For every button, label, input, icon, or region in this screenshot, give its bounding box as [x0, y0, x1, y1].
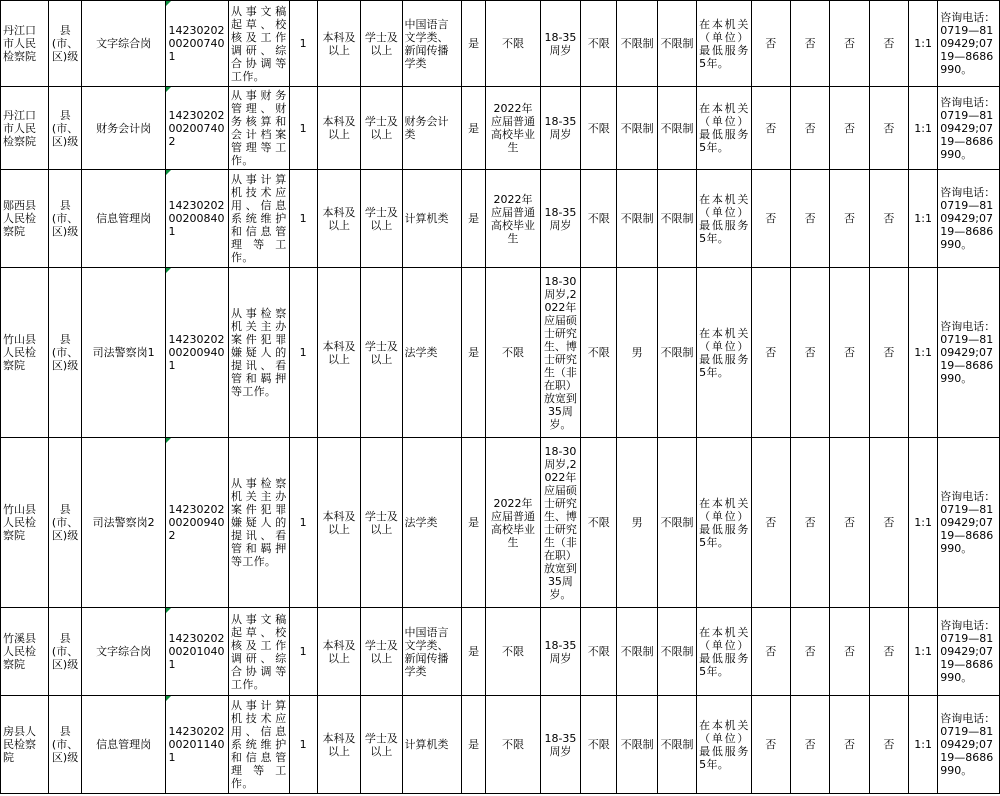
degree-cell: 学士及以上	[361, 87, 402, 170]
exam-cell: 是	[462, 87, 486, 170]
major-cell: 财务会计类	[402, 87, 462, 170]
flag-cell: 否	[830, 696, 869, 794]
level-cell: 县(市、区)级	[49, 608, 81, 696]
position-code-cell: 14230202002008401	[166, 170, 229, 268]
position-code-cell: 14230202002009401	[166, 268, 229, 438]
education-cell: 本科及以上	[317, 87, 360, 170]
degree-cell: 学士及以上	[361, 608, 402, 696]
level-cell: 县(市、区)级	[49, 438, 81, 608]
level-cell: 县(市、区)级	[49, 170, 81, 268]
position-code-cell: 14230202002010401	[166, 608, 229, 696]
political-cell: 不限	[581, 608, 617, 696]
org-cell: 郧西县人民检察院	[1, 170, 49, 268]
degree-cell: 学士及以上	[361, 438, 402, 608]
political-cell: 不限	[581, 1, 617, 87]
position-cell: 文字综合岗	[81, 608, 166, 696]
exam-cell: 是	[462, 170, 486, 268]
service-cell: 在本机关（单位）最低服务5年。	[697, 608, 751, 696]
major-cell: 法学类	[402, 438, 462, 608]
education-cell: 本科及以上	[317, 438, 360, 608]
position-cell: 信息管理岗	[81, 170, 166, 268]
political-cell: 不限	[581, 438, 617, 608]
flag-cell: 否	[830, 87, 869, 170]
flag-cell: 否	[869, 170, 908, 268]
other-cell: 不限制	[657, 1, 696, 87]
flag-cell: 否	[751, 608, 790, 696]
flag-cell: 否	[751, 87, 790, 170]
political-cell: 不限	[581, 268, 617, 438]
service-cell: 在本机关（单位）最低服务5年。	[697, 87, 751, 170]
contact-cell: 咨询电话：0719—8109429;0719—8686990。	[938, 1, 1000, 87]
flag-cell: 否	[869, 1, 908, 87]
flag-cell: 否	[830, 608, 869, 696]
other-cell: 不限制	[657, 696, 696, 794]
education-cell: 本科及以上	[317, 1, 360, 87]
flag-cell: 否	[751, 438, 790, 608]
major-cell: 法学类	[402, 268, 462, 438]
degree-cell: 学士及以上	[361, 268, 402, 438]
ratio-cell: 1:1	[909, 608, 938, 696]
flag-cell: 否	[790, 87, 829, 170]
degree-cell: 学士及以上	[361, 1, 402, 87]
political-cell: 不限	[581, 170, 617, 268]
position-cell: 司法警察岗2	[81, 438, 166, 608]
contact-cell: 咨询电话：0719—8109429;0719—8686990。	[938, 696, 1000, 794]
gender-cell: 不限制	[617, 608, 657, 696]
flag-cell: 否	[790, 438, 829, 608]
flag-cell: 否	[751, 696, 790, 794]
table-row	[1, 170, 1000, 268]
count-cell: 1	[289, 268, 317, 438]
ratio-cell: 1:1	[909, 170, 938, 268]
level-cell: 县(市、区)级	[49, 87, 81, 170]
degree-cell: 学士及以上	[361, 170, 402, 268]
ratio-cell: 1:1	[909, 1, 938, 87]
political-cell: 不限	[581, 696, 617, 794]
service-cell: 在本机关（单位）最低服务5年。	[697, 1, 751, 87]
major-cell: 计算机类	[402, 170, 462, 268]
level-cell: 县(市、区)级	[49, 696, 81, 794]
age-cell: 18-30周岁,2022年应届硕士研究生、博士研究生（非在职）放宽到35周岁。	[540, 268, 580, 438]
other-cell: 不限制	[657, 608, 696, 696]
flag-cell: 否	[751, 1, 790, 87]
gender-cell: 不限制	[617, 1, 657, 87]
duties-cell: 从事计算机技术应用、信息系统维护和信息管理等工作。	[229, 170, 290, 268]
ratio-cell: 1:1	[909, 438, 938, 608]
contact-cell: 咨询电话：0719—8109429;0719—8686990。	[938, 87, 1000, 170]
position-code-cell: 14230202002009402	[166, 438, 229, 608]
ratio-cell: 1:1	[909, 87, 938, 170]
exam-cell: 是	[462, 696, 486, 794]
exam-cell: 是	[462, 1, 486, 87]
position-code-cell: 14230202002007402	[166, 87, 229, 170]
flag-cell: 否	[830, 1, 869, 87]
contact-cell: 咨询电话：0719—8109429;0719—8686990。	[938, 438, 1000, 608]
flag-cell: 否	[830, 438, 869, 608]
table-row	[1, 87, 1000, 170]
source-cell: 2022年应届普通高校毕业生	[486, 170, 540, 268]
gender-cell: 不限制	[617, 696, 657, 794]
service-cell: 在本机关（单位）最低服务5年。	[697, 170, 751, 268]
age-cell: 18-35周岁	[540, 170, 580, 268]
exam-cell: 是	[462, 268, 486, 438]
position-cell: 文字综合岗	[81, 1, 166, 87]
exam-cell: 是	[462, 438, 486, 608]
table-row	[1, 608, 1000, 696]
duties-cell: 从事检察机关主办案件犯罪嫌疑人的提讯、看管和羁押等工作。	[229, 268, 290, 438]
political-cell: 不限	[581, 87, 617, 170]
education-cell: 本科及以上	[317, 268, 360, 438]
org-cell: 竹山县人民检察院	[1, 268, 49, 438]
ratio-cell: 1:1	[909, 696, 938, 794]
flag-cell: 否	[869, 608, 908, 696]
duties-cell: 从事计算机技术应用、信息系统维护和信息管理等工作。	[229, 696, 290, 794]
other-cell: 不限制	[657, 268, 696, 438]
org-cell: 丹江口市人民检察院	[1, 1, 49, 87]
count-cell: 1	[289, 696, 317, 794]
duties-cell: 从事文稿起草、校核及工作调研、综合协调等工作。	[229, 608, 290, 696]
org-cell: 竹山县人民检察院	[1, 438, 49, 608]
gender-cell: 不限制	[617, 170, 657, 268]
position-cell: 司法警察岗1	[81, 268, 166, 438]
flag-cell: 否	[751, 268, 790, 438]
flag-cell: 否	[751, 170, 790, 268]
count-cell: 1	[289, 87, 317, 170]
source-cell: 不限	[486, 1, 540, 87]
org-cell: 竹溪县人民检察院	[1, 608, 49, 696]
count-cell: 1	[289, 608, 317, 696]
source-cell: 2022年应届普通高校毕业生	[486, 438, 540, 608]
contact-cell: 咨询电话：0719—8109429;0719—8686990。	[938, 268, 1000, 438]
other-cell: 不限制	[657, 170, 696, 268]
exam-cell: 是	[462, 608, 486, 696]
ratio-cell: 1:1	[909, 268, 938, 438]
contact-cell: 咨询电话：0719—8109429;0719—8686990。	[938, 608, 1000, 696]
org-cell: 丹江口市人民检察院	[1, 87, 49, 170]
level-cell: 县(市、区)级	[49, 1, 81, 87]
count-cell: 1	[289, 1, 317, 87]
age-cell: 18-35周岁	[540, 696, 580, 794]
duties-cell: 从事检察机关主办案件犯罪嫌疑人的提讯、看管和羁押等工作。	[229, 438, 290, 608]
gender-cell: 不限制	[617, 87, 657, 170]
position-cell: 信息管理岗	[81, 696, 166, 794]
position-code-cell: 14230202002007401	[166, 1, 229, 87]
source-cell: 2022年应届普通高校毕业生	[486, 87, 540, 170]
service-cell: 在本机关（单位）最低服务5年。	[697, 268, 751, 438]
degree-cell: 学士及以上	[361, 696, 402, 794]
education-cell: 本科及以上	[317, 608, 360, 696]
major-cell: 计算机类	[402, 696, 462, 794]
age-cell: 18-30周岁,2022年应届硕士研究生、博士研究生（非在职）放宽到35周岁。	[540, 438, 580, 608]
flag-cell: 否	[869, 268, 908, 438]
flag-cell: 否	[790, 1, 829, 87]
other-cell: 不限制	[657, 87, 696, 170]
flag-cell: 否	[790, 696, 829, 794]
flag-cell: 否	[790, 608, 829, 696]
table-row	[1, 438, 1000, 608]
position-cell: 财务会计岗	[81, 87, 166, 170]
org-cell: 房县人民检察院	[1, 696, 49, 794]
table-row	[1, 268, 1000, 438]
contact-cell: 咨询电话：0719—8109429;0719—8686990。	[938, 170, 1000, 268]
age-cell: 18-35周岁	[540, 608, 580, 696]
position-code-cell: 14230202002011401	[166, 696, 229, 794]
service-cell: 在本机关（单位）最低服务5年。	[697, 438, 751, 608]
education-cell: 本科及以上	[317, 696, 360, 794]
service-cell: 在本机关（单位）最低服务5年。	[697, 696, 751, 794]
flag-cell: 否	[869, 696, 908, 794]
table-row	[1, 696, 1000, 794]
source-cell: 不限	[486, 696, 540, 794]
flag-cell: 否	[830, 268, 869, 438]
flag-cell: 否	[790, 268, 829, 438]
table-row	[1, 1, 1000, 87]
age-cell: 18-35周岁	[540, 1, 580, 87]
level-cell: 县(市、区)级	[49, 268, 81, 438]
flag-cell: 否	[790, 170, 829, 268]
source-cell: 不限	[486, 268, 540, 438]
flag-cell: 否	[869, 87, 908, 170]
count-cell: 1	[289, 438, 317, 608]
major-cell: 中国语言文学类、新闻传播学类	[402, 608, 462, 696]
other-cell: 不限制	[657, 438, 696, 608]
flag-cell: 否	[830, 170, 869, 268]
flag-cell: 否	[869, 438, 908, 608]
age-cell: 18-35周岁	[540, 87, 580, 170]
count-cell: 1	[289, 170, 317, 268]
source-cell: 不限	[486, 608, 540, 696]
gender-cell: 男	[617, 268, 657, 438]
gender-cell: 男	[617, 438, 657, 608]
education-cell: 本科及以上	[317, 170, 360, 268]
duties-cell: 从事财务管理、财务核算和会计档案管理等工作。	[229, 87, 290, 170]
duties-cell: 从事文稿起草、校核及工作调研、综合协调等工作。	[229, 1, 290, 87]
major-cell: 中国语言文学类、新闻传播学类	[402, 1, 462, 87]
